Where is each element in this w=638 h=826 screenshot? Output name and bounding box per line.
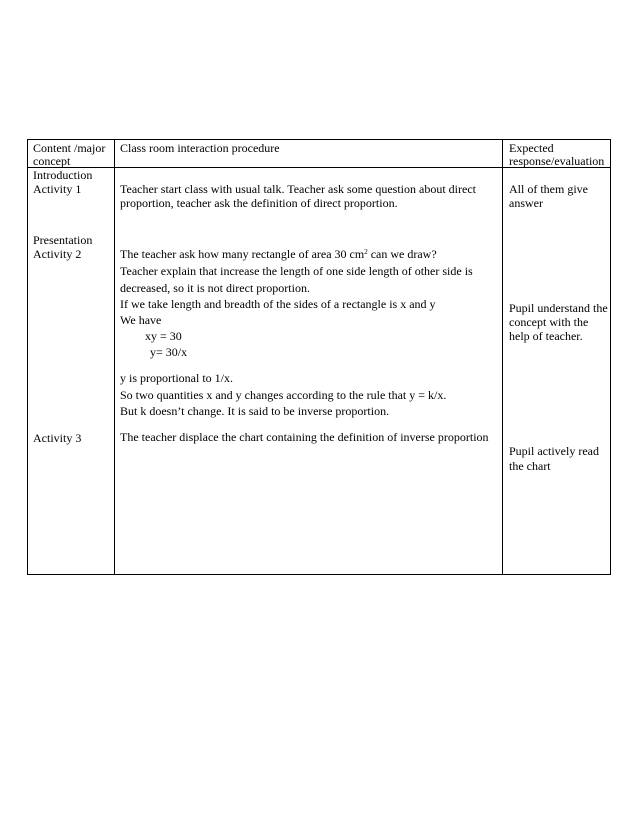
response-1-line1: All of them give [509,182,588,196]
column-divider-2 [502,140,503,574]
activity2-text-line4: If we take length and breadth of the sides of a rectangle is x and y [120,297,436,311]
header-response-evaluation: response/evaluation [509,154,605,168]
response-3-line2: the chart [509,459,551,473]
label-activity-1: Activity 1 [33,182,82,196]
label-presentation: Presentation [33,233,93,247]
activity2-text-line8: But k doesn’t change. It is said to be inverse proportion. [120,404,390,418]
equation-y: y= 30/x [150,345,188,359]
label-activity-2: Activity 2 [33,247,82,261]
activity3-text-line1: The teacher displace the chart containing the definition of inverse proportion [120,430,489,444]
label-introduction: Introduction [33,168,93,182]
header-interaction-procedure: Class room interaction procedure [120,141,280,155]
response-2-line3: help of teacher. [509,329,583,343]
label-activity-3: Activity 3 [33,431,82,445]
header-expected: Expected [509,141,554,155]
equation-xy: xy = 30 [145,329,182,343]
response-2-line1: Pupil understand the [509,301,608,315]
activity2-text-line2: Teacher explain that increase the length of one side length of other side is [120,264,473,278]
activity2-text-line3: decreased, so it is not direct proportion. [120,281,310,295]
header-concept: concept [33,154,71,168]
lesson-plan-table [27,139,611,575]
activity2-text-line5: We have [120,313,162,327]
header-content-major: Content /major [33,141,106,155]
response-1-line2: answer [509,196,543,210]
response-3-line1: Pupil actively read [509,444,599,458]
response-2-line2: concept with the [509,315,589,329]
activity1-text-line2: proportion, teacher ask the definition of direct proportion. [120,196,398,210]
superscript-2: 2 [364,248,368,256]
column-divider-1 [114,140,115,574]
activity2-text-line6: y is proportional to 1/x. [120,371,233,385]
activity2-text-line7: So two quantities x and y changes according to the rule that y = k/x. [120,388,447,402]
activity1-text-line1: Teacher start class with usual talk. Teacher ask some question about direct [120,182,476,196]
activity2-text-line1: The teacher ask how many rectangle of area 30 $cm^2$ can we draw? [120,247,437,261]
